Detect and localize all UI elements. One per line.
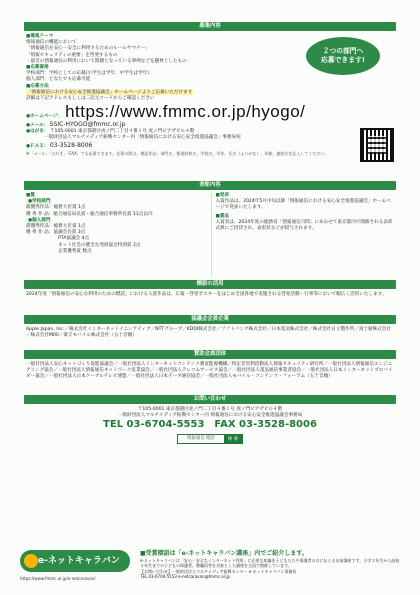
award-line: PTA協議会 4点 xyxy=(58,236,90,242)
search-input[interactable]: 情報通信 標語 xyxy=(187,436,215,442)
target-label: ■応募資格 xyxy=(26,64,49,70)
supporters-bar: 賛助会員団体 xyxy=(24,350,396,359)
homepage-url[interactable]: https://www.fmmc.or.jp/hyogo/ xyxy=(65,102,306,122)
method-line: 詳細は下記アドレスもしくは二次元コードからご確認ください xyxy=(26,95,155,101)
contact-section xyxy=(24,404,396,444)
e-net-caravan-logo: e-ネットキャラバン xyxy=(20,550,130,572)
award-line: 優 秀 作 品：協議会長賞 3点 xyxy=(26,230,86,236)
fax-label: ●ＦＡＸ： xyxy=(26,143,49,149)
members-bar: 協議会会員企業 xyxy=(24,315,396,324)
indiv-division-label: ●個人部門 xyxy=(28,217,51,223)
prize-text: 入賞者は、2024年度の総務省「情報通信月間」にあわせて東京都内で開催される表彰式典にご招待され、表彰状などが授与されます。 xyxy=(215,219,393,231)
post-org: 一般財団法人マルチメディア振興センター内「情報通信における安心安全推進協議会」事務局宛 xyxy=(44,135,241,141)
post-address: 〒105-0001 東京都港区虎ノ門二丁目４番１号 虎ノ門ピアザビル４階 xyxy=(49,129,195,135)
school-division-label: ●学校部門 xyxy=(28,199,51,205)
post-label: ●はがき： xyxy=(26,129,49,135)
two-divisions-bubble: ２つの部門へ 応募できます! xyxy=(306,37,380,75)
footer-text: e-ネットキャラバンは「安心・安全なインターネット利用」に必要な知識を子どもたちや保護者の方に伝える出前講座です。小学３年生から高校３年生までの子どもの保護者、教職員等を対象とした講座を全国で開催しています。 xyxy=(140,558,400,569)
search-button[interactable]: 検 索 xyxy=(224,435,242,443)
homepage-label: ●ホームページ： xyxy=(26,114,63,120)
qr-code-icon[interactable] xyxy=(360,128,394,162)
supporters-text: 一般社団法人安心ネットづくり促進協議会／一般社団法人インターネットコンテンツ審査監視機構／特定非営利活動法人情報セキュリティ研究所／一般社団法人情報通信エンジニアリング協会／一般社団法人情報通信ネットワーク産業協会／一般社団法人テレコムサービス協会／一般社団法人電気通信事業者協会／一般社団法人日本インターネットプロバイダー協会／一般社団法人日本ケーブルテレビ連盟／一般社団法人日本データ通信協会／一般社団法人モバイル・コンテンツ・フォーラム（五十音順） xyxy=(26,362,393,380)
announce-text: 入賞作品は、2024年5月中旬以降「情報通信における安心安全推進協議会」ホームページで発表いたします。 xyxy=(215,199,391,211)
purpose-bar: 標語の活用 xyxy=(24,280,396,289)
contact-tel-fax: TEL 03-6704-5553 FAX 03-3528-8006 xyxy=(103,419,317,431)
method-line: 「情報通信における安心安全推進協議会」ホームページよりご応募いただけます xyxy=(27,89,193,95)
purpose-text: 2024年度「情報通信の安心な利用のための標語」における入賞作品は、広報・啓発ポスターをはじめ全国各地で実施される啓発活動・行事等において幅広く活用いたします。 xyxy=(26,292,387,297)
logo-mark-icon xyxy=(24,554,38,568)
theme-line: ・最近の情報通信の利用において問題となっている事例などを題材としたもの xyxy=(26,58,187,64)
logo-url[interactable]: https://www.fmmc.or.jp/e-netcaravan/ xyxy=(20,576,96,581)
target-line: 学校部門：学校としての応募(小学生は学年、中学生は学年) xyxy=(26,71,150,77)
award-line: 優 秀 作 品：総合通信局長賞・総合通信事務所長賞 11点以内 xyxy=(26,211,153,217)
theme-line: 「情報通信を安心・安全に利用するためのルールやマナー」 xyxy=(26,46,150,52)
contact-bar: お問い合わせ xyxy=(24,395,396,404)
target-line: 個人部門：どなたでも応募可能 xyxy=(26,77,91,83)
recruit-bar: 募集内容 xyxy=(24,22,396,31)
recruit-section xyxy=(24,31,396,181)
footer-contact: 【お問い合わせ】一般財団法人マルチメディア振興センター e-ネットキャラバン事務局 xyxy=(140,568,297,574)
footer-contact-tel: TEL.03-6704-5553 e-netcaravan@fmmc.or.jp xyxy=(140,574,230,580)
contact-address: 〒105-0001 東京都港区虎ノ門二丁目４番１号 虎ノ門ピアザビル４階 xyxy=(137,407,283,412)
award-line: 最優秀作品：総務大臣賞 1点 xyxy=(26,223,86,229)
award-line: ネット社会の健全な発展協会特別賞 2点 xyxy=(58,242,141,248)
method-label: ■応募方法 xyxy=(26,83,49,89)
search-box[interactable] xyxy=(177,434,243,444)
theme-line: 「情報セキュリティの重要」を啓発するもの xyxy=(26,52,118,58)
footer-headline: ■受賞標語は「e-ネットキャラバン講座」内でご紹介します。 xyxy=(140,550,308,557)
award-line: 企業優秀賞 数点 xyxy=(58,248,92,254)
theme-label: ■募集テーマ xyxy=(26,34,54,39)
theme-line: 情報通信の機能において xyxy=(26,40,77,46)
award-section xyxy=(24,190,396,280)
mail-label: ●メール： xyxy=(26,123,49,129)
award-line: 最優秀作品：総務大臣賞 1点 xyxy=(26,205,86,211)
award-bar: 表彰内容 xyxy=(24,181,396,190)
recruit-note: ※「メール」「はがき」「FAX」でも応募できます。応募の際は、標語作品、部門名、都道府県名、学校名、学年、氏名（ふりがな）、年齢、連絡先を記入してください。 xyxy=(26,150,329,156)
fax-number: 03-3528-8006 xyxy=(49,141,93,149)
footer xyxy=(0,546,420,595)
prize-head: ■賞品 xyxy=(215,213,230,219)
announce-head: ■発表 xyxy=(215,193,230,198)
members-text: Apple Japan, Inc.／株式会社インターネットイニシアティブ／NTTグループ／KDDI株式会社／ソフトバンク株式会社／日本電気株式会社／株式会社日立製作所／富士通株式会社／株式会社MIXI／楽天モバイル株式会社（五十音順） xyxy=(26,327,391,339)
award-head: ■賞 xyxy=(26,193,35,198)
contact-org: 一般財団法人マルチメディア振興センター内 情報通信における安心安全推進協議会事務局 xyxy=(117,413,303,419)
mail-address[interactable]: SSIC-HYOGO@fmmc.or.jp xyxy=(49,121,126,129)
